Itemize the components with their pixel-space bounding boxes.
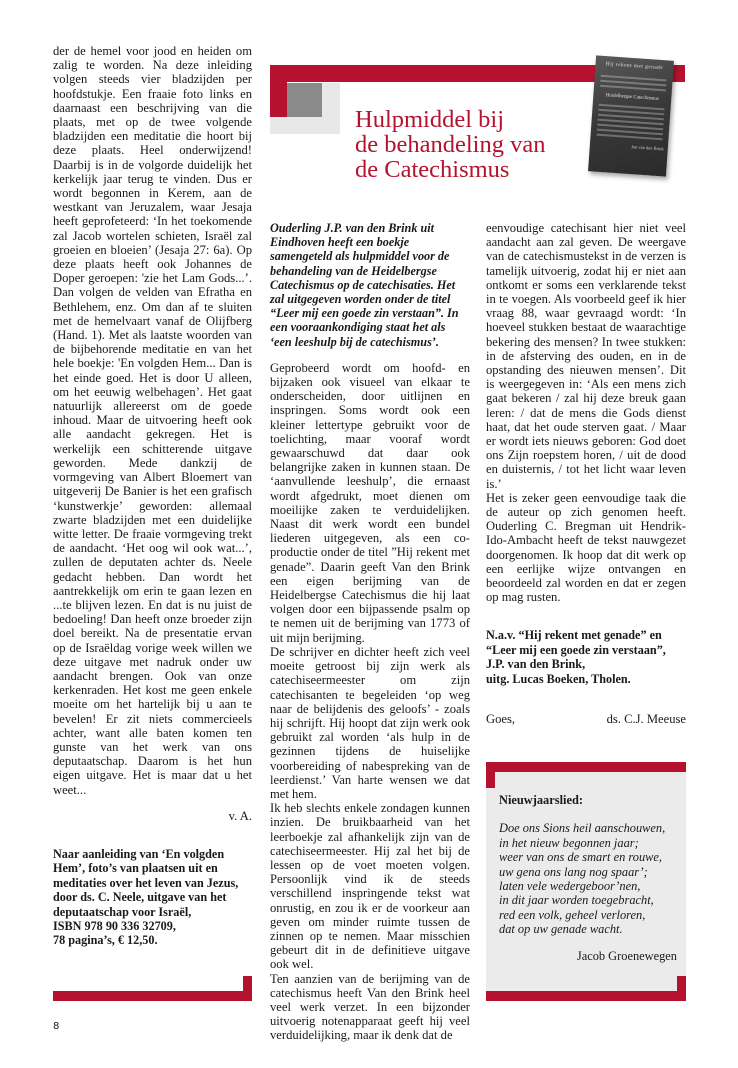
- source-note-line: uitg. Lucas Boeken, Tholen.: [486, 671, 631, 686]
- source-note-line: door ds. C. Neele, uitgave van het: [53, 890, 227, 905]
- source-note-line: N.a.v. “Hij rekent met genade” en: [486, 628, 662, 643]
- article-title: [355, 107, 575, 182]
- header-deco-gray: [287, 83, 322, 117]
- poem-line: laten vele wedergeboor’nen,: [499, 879, 641, 894]
- article-paragraph: Het is zeker geen eenvoudige taak die de auteur op zich genomen heeft. Ouderling C. Bregman uit Hendrik-Ido-Ambacht heeft de tekst nauwgezet doorgenomen. Ik hoop dat dit werk op een eerlijke wijze ontvangen en beoordeeld zal worden en dat er zegen op mag rusten.: [486, 490, 686, 605]
- book-cover-author: Jan van den Brink: [631, 144, 664, 152]
- poem-author: Jacob Groenewegen: [576, 948, 677, 963]
- source-note-line: meditaties over het leven van Jezus,: [53, 875, 239, 890]
- left-article-source-note: [53, 847, 252, 948]
- poem-line: weer van ons de smart en rouwe,: [499, 850, 663, 865]
- article-place: Goes,: [486, 712, 516, 727]
- left-article-column: [53, 44, 252, 948]
- source-note-line: 78 pagina’s, € 12,50.: [53, 933, 158, 948]
- source-note-line: Hem’, foto’s van plaatsen uit en: [53, 861, 218, 876]
- article-lede: Ouderling J.P. van den Brink uit Eindhoven heeft een boekje samengeteld als hulpmiddel voor de behandeling van de Heidelbergse Catechismus op de catechisaties. Het zal uitgegeven worden onder de titel “Leer mij een goede zin verstaan”. In een vooraankondiging staat het als ‘een leeshulp bij de catechismus’.: [270, 221, 459, 349]
- poem-box-bottom-tab: [677, 976, 686, 1001]
- article-right-column: [486, 221, 686, 726]
- left-article-body: der de hemel voor jood en heiden om zalig te worden. Na deze inleiding volgen steeds vier bladzijden per hoofdstukje. Een fraaie foto links en daarnaast een beschrijving van die plaats, met op de twee volgende bladzijden een meditatie die hoort bij deze plaats. Heel onderwijzend! Daarbij is in de volgorde duidelijk het kerkelijk jaar terug te vinden. Dus er wordt begonnen in Kerem, aan de westkant van Jeruzalem, waar Jesaja heeft geprofeteerd: ‘In het toekomende zal Jacob wortelen schieten, Israël zal groeien en bloeien’ (Jesaja 27: 6a). Op deze plaats heeft ook Johannes de Doper geroepen: 'zie het Lam Gods...’. Dan volgen de velden van Efratha en Bethlehem, enz. Om dan af te sluiten met de hemelvaart vanaf de Olijfberg (Hand. 1). Met als laatste woorden van de bijbehorende meditatie en van het hele boekje: 'En volgden Hem... Dan is het einde goed. Het is door U alleen, om het eeuwig welbehagen’. Het gaat natuurlijk allereerst om de goede inhoud. Maar de uitvoering heeft ook alle aandacht gekregen. Het is werkelijk een schitterende uitgave geworden. Mede dankzij de vormgeving van Albert Bloemert van uitgeverij De Banier is het een grafisch ‘kunstwerkje’ geworden: allemaal zwarte bladzijden met een duidelijke witte letter. De fraaie vormgeving trekt de aandacht. ‘Het oog wil ook wat...’, zullen de deputaten achter ds. Neele gedacht hebben. Dan wordt het aantrekkelijk om erin te gaan lezen en ...te blijven lezen. En dat is nu juist de bedoeling! Dan heeft onze broeder zijn doel bereikt. Na de presentatie ervan op de Israëldag vorige week willen we deze uitgave met nadruk onder uw aandacht brengen. Ook van onze kerkenraden. Het kost me geen enkele moeite om het hartelijk bij u aan te bevelen! Er zit niets commercieels achter, want alle baten komen ten gunste van het werk van ons deputaatschap. Daarom is het hun eigen uitgave. Het is maar dat u het weet...: [53, 44, 252, 797]
- left-footer-rule-tab: [243, 976, 252, 1001]
- article-paragraph: Ten aanzien van de berijming van de catechismus heeft Van den Brink heel veel werk verzet. In een bijzonder uitvoerig notenapparaat geeft hij veel verduidelijking, maar ik denk dat de: [270, 971, 470, 1043]
- article-paragraph: Geprobeerd wordt om hoofd- en bijzaken ook visueel van elkaar te onderscheiden, door uitlijnen en inspringen. Soms wordt ook een kleiner lettertype gebruikt voor de toelichting, maar vooraf wordt gewaarschuwd dat daar ook belangrijke zaken in kunnen staan. De ‘aanvullende leeshulp’, die ernaast wordt afgedrukt, moet dienen om moeilijke zaken te verduidelijken. Naast dit werk wordt een bundel liederen uitgegeven, als een co-productie onder de titel ”Hij rekent met genade”. Daarin geeft Van den Brink een eigen berijming van de Heidelbergse Catechismus die hij laat volgen door een bijpassende psalm op te nemen uit de berijming van 1773 of uit mijn berijming.: [270, 360, 470, 645]
- poem-line: in dit jaar worden toegebracht,: [499, 893, 654, 908]
- article-source-note: [486, 628, 686, 686]
- article-author: ds. C.J. Meeuse: [606, 712, 686, 727]
- source-note-line: J.P. van den Brink,: [486, 657, 586, 672]
- title-line: Hulpmiddel bij: [355, 106, 505, 133]
- poem-box-top-tab: [486, 762, 495, 788]
- article-byline: [486, 712, 686, 726]
- poem-line: dat op uw genade wacht.: [499, 922, 623, 937]
- poem-box-bottom-rule: [486, 991, 686, 1001]
- poem: [499, 793, 677, 975]
- title-line: de behandeling van: [355, 131, 546, 158]
- left-footer-rule: [53, 991, 252, 1001]
- header-red-tab: [270, 65, 287, 117]
- poem-line: red een volk, geheel verloren,: [499, 907, 646, 922]
- book-cover-image: [588, 55, 674, 176]
- poem-heading: Nieuwjaarslied:: [499, 793, 583, 807]
- source-note-line: deputaatschap voor Israël,: [53, 904, 192, 919]
- page-number: 8: [53, 1021, 60, 1032]
- poem-line: Doe ons Sions heil aanschouwen,: [499, 821, 666, 836]
- poem-line: uw gena ons lang nog spaar’;: [499, 864, 648, 879]
- article-paragraph: Ik heb slechts enkele zondagen kunnen inzien. De bruikbaarheid van het leerboekje zal afhankelijk zijn van de catechiseermeester. Hij zal het bij de lessen op de voet moeten volgen. Persoonlijk vind ik de steeds verschillend inspringende tekst wat onrustig, en zou ik er de voorkeur aan geven om minder ruimte tussen de zinnen op te nemen. Maar misschien gebeurt dit in de definitieve uitgave ook wel.: [270, 801, 470, 972]
- article-middle-column: [270, 221, 470, 1043]
- title-line: de Catechismus: [355, 156, 510, 183]
- source-note-line: Naar aanleiding van ‘En volgden: [53, 846, 225, 861]
- left-article-signoff: v. A.: [228, 808, 252, 823]
- article-paragraph: De schrijver en dichter heeft zich veel moeite getroost bij zijn werk als catechiseermeester om zijn catechisanten te begeleiden ‘op weg naar de belijdenis des geloofs’ - zoals hij schrijft. Hij hoopt dat zijn werk ook gebruikt zal worden ‘als hulp in de gezinnen tijdens de huiselijke voorbereiding of nabespreking van de leerdienst.’ Van harte wensen we dat met hem.: [270, 644, 470, 801]
- source-note-line: “Leer mij een goede zin verstaan”,: [486, 642, 666, 657]
- source-note-line: ISBN 978 90 336 32709,: [53, 919, 176, 933]
- article-paragraph: eenvoudige catechisant hier niet veel aandacht aan zal geven. De weergave van de catechismustekst in de verzen is tamelijk uitvoerig, zodat hij er niet aan ontkomt er soms een verklarende tekst in te voegen. Als voorbeeld geef ik hier vraag 88, waar gevraagd wordt: ‘In hoeveel stukken bestaat de waarachtige bekering des mensen? In twee stukken: in de afsterving des ouden, en in de opstanding des nieuwen mensen’. Dit is weergegeven in: ‘Als een mens zich gaat bekeren / zal hij deze breuk gaan leren: / dat de mens die Gods dienst haat, dat het oude sterven gaat. / Maar er wordt iets nieuws geboren: God doet ons Zijn roepstem horen, / uit de dood en duisternis, / tot het licht waar leven is.’: [486, 221, 686, 491]
- poem-box-top-rule: [486, 762, 686, 772]
- poem-line: in het nieuw begonnen jaar;: [499, 835, 639, 850]
- book-cover-subtitle: Heidelbergse Catechismus: [605, 93, 659, 102]
- book-cover-title: Hij rekent met genade: [605, 61, 664, 72]
